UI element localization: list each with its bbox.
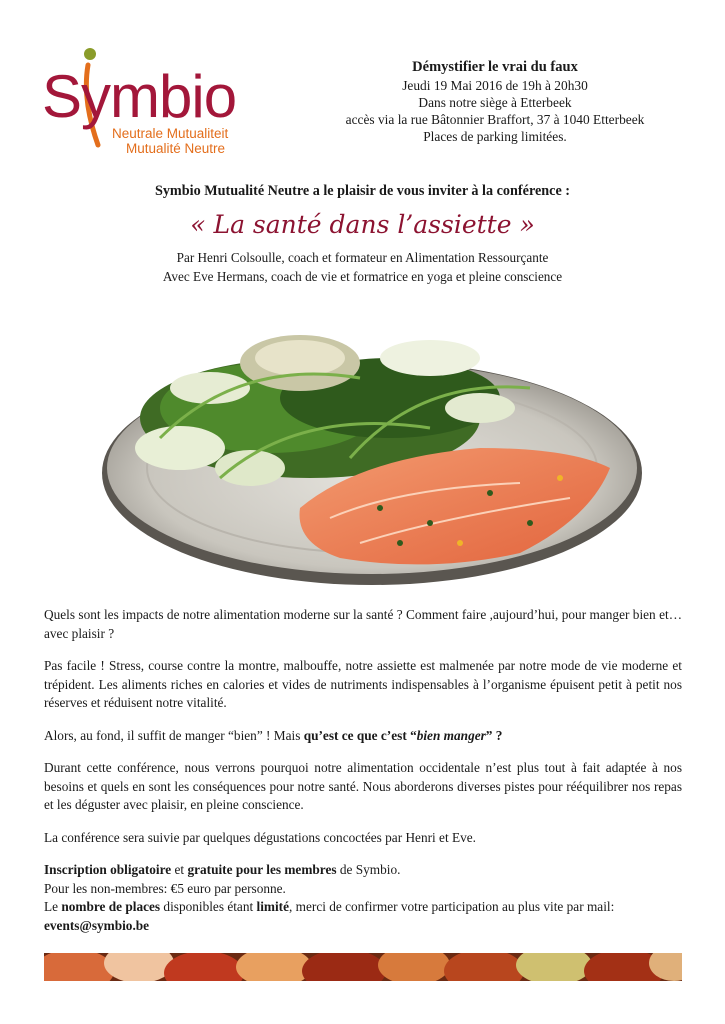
places-a: Le xyxy=(44,899,62,914)
conference-title: « La santé dans l’assiette » xyxy=(190,210,535,239)
places-d: limité xyxy=(256,899,289,914)
event-parking: Places de parking limitées. xyxy=(423,129,567,144)
logo-tagline-fr: Mutualité Neutre xyxy=(126,141,226,156)
speaker-henri: Par Henri Colsoulle, coach et formateur en Alimentation Ressourçante xyxy=(176,250,549,265)
places-c: disponibles étant xyxy=(160,899,257,914)
places-b: nombre de places xyxy=(61,899,161,914)
registration-line xyxy=(44,861,682,880)
places-e: , merci de confirmer votre participation au plus vite par mail: xyxy=(289,899,615,914)
question-lead: Alors, au fond, il suffit de manger “bien” ! Mais xyxy=(44,727,304,743)
symbio-logo xyxy=(38,45,248,160)
registration-required: Inscription obligatoire xyxy=(44,862,172,877)
question-part1: qu’est ce que c’est “ xyxy=(303,727,417,743)
logo-tagline-nl: Neutrale Mutualiteit xyxy=(112,126,229,141)
plate-photo xyxy=(100,318,645,588)
event-address: accès via la rue Bâtonnier Braffort, 37 à 1040 Etterbeek xyxy=(345,112,645,127)
places-line xyxy=(44,898,682,917)
paragraph-question xyxy=(44,727,682,746)
price-line: Pour les non-membres: €5 euro par personne. xyxy=(44,880,286,896)
paragraph-tasting: La conférence sera suivie par quelques dégustations concoctées par Henri et Eve. xyxy=(44,829,476,845)
paragraph-conference: Durant cette conférence, nous verrons pourquoi notre alimentation occidentale n’est plus tout à fait adaptée à nos besoins et quels en sont les conséquences pour notre santé. Nous aborderons diverses pistes pour rééquilibrer nos repas et les déguster avec plaisir, en pleine conscience. xyxy=(44,760,682,812)
registration-end: de Symbio. xyxy=(336,862,401,877)
speakers xyxy=(0,248,725,286)
paragraph-intro: Quels sont les impacts de notre alimentation moderne sur la santé ? Comment faire ,aujourd’hui, pour manger bien et… avec plaisir ? xyxy=(44,607,682,641)
question-strong xyxy=(304,728,503,743)
paragraph-context: Pas facile ! Stress, course contre la montre, malbouffe, notre assiette est malmenée par notre mode de vie moderne et trépident. Les aliments riches en calories et vides de nutriments indispensables à l’organisme épuisent petit à petit nos réserves et réduisent notre vitalité. xyxy=(44,658,682,710)
event-venue: Dans notre siège à Etterbeek xyxy=(418,95,572,110)
logo-wordmark: Symbio xyxy=(42,63,237,130)
invite-line: Symbio Mutualité Neutre a le plaisir de vous inviter à la conférence : xyxy=(154,183,571,199)
question-italic: bien manger xyxy=(416,727,486,743)
logo-dot-icon xyxy=(84,48,96,60)
email-link[interactable]: events@symbio.be xyxy=(44,917,150,933)
question-end: ” ? xyxy=(485,727,503,743)
fruit-banner xyxy=(44,953,682,981)
registration-free: gratuite pour les membres xyxy=(187,862,337,877)
event-info xyxy=(300,58,690,145)
speaker-eve: Avec Eve Hermans, coach de vie et formatrice en yoga et pleine conscience xyxy=(162,269,563,284)
event-title: Démystifier le vrai du faux xyxy=(412,59,578,75)
body-text xyxy=(44,606,682,935)
event-date: Jeudi 19 Mai 2016 de 19h à 20h30 xyxy=(402,78,588,93)
registration-and: et xyxy=(171,862,188,877)
